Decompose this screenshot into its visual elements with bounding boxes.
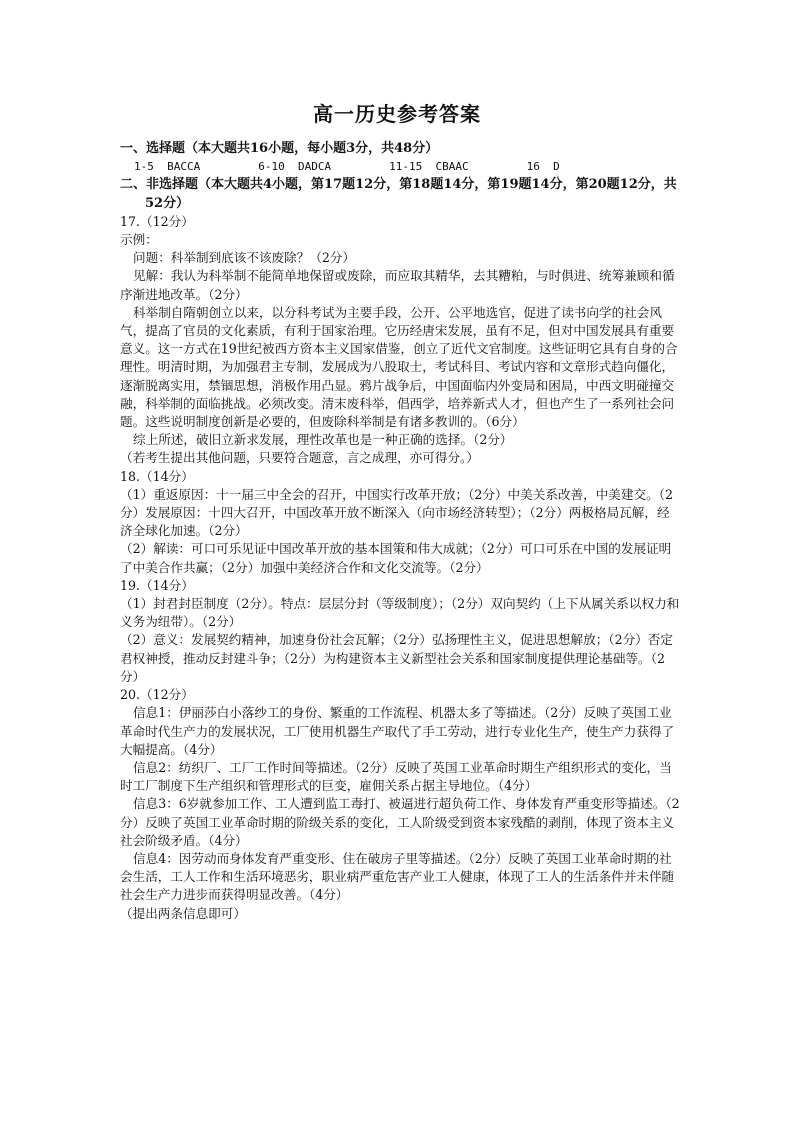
q19-number: 19.（14分） (120, 577, 194, 593)
choice-answer: 1-5 BACCA (134, 160, 201, 174)
q20-info4: 信息4：因劳动而身体发育严重变形、住在破房子里等描述。（2分）反映了英国工业革命时期的社会生活，工人工作和生活环境恶劣，职业病严重危害产业工人健康，体现了工人的生活条件并未伴随社会生产力进步而获得明显改善。（4分） (120, 850, 675, 903)
q20-number: 20.（12分） (120, 687, 194, 703)
q17-question: 问题：科举制到底该不该废除？（2分） (133, 250, 356, 266)
q20-info3: 信息3：6岁就参加工作、工人遭到监工毒打、被逼进行超负荷工作、身体发育严重变形等描述。（2分）反映了英国工业革命时期的阶级关系的变化，工人阶级受到资本家残酷的剥削，体现了资本主义社会阶级矛盾。（4分） (120, 796, 680, 848)
choice-answers (120, 158, 680, 176)
q17-conclusion: 综上所述，破旧立新求发展，理性改革也是一种正确的选择。（2分） (133, 432, 513, 448)
q17-body: 科举制自隋朝创立以来，以分科考试为主要手段，公开、公平地选官，促进了读书向学的社会风气，提高了官员的文化素质，有利于国家治理。它历经唐宋发展，虽有不足，但对中国发展具有重要意义。这一方式在19世纪被西方资本主义国家借鉴，创立了近代文官制度。这些证明它具有自身的合理性。明清时期，为加强君主专制，发展成为八股取士，考试科目、考试内容和文章形式趋向僵化，逐渐脱离实用，禁锢思想，消极作用凸显。鸦片战争后，中国面临内外变局和困局，中西文明碰撞交融，科举制的面临挑战。必须改变。清末废科举，倡西学，培养新式人才，但也产生了一系列社会问题。这些说明制度创新是必要的，但废除科举制是有诸多教训的。（6分） (120, 304, 678, 430)
q20-note: （提出两条信息即可） (120, 905, 246, 921)
choice-answer: 11-15 CBAAC (389, 160, 469, 174)
q17-number: 17.（12分） (120, 213, 194, 229)
page-title: 高一历史参考答案 (313, 102, 481, 126)
q18-part2: （2）解读：可口可乐见证中国改革开放的基本国策和伟大成就；（2分）可口可乐在中国的发展证明了中美合作共赢；（2分）加强中美经济合作和文化交流等。（2分） (120, 541, 672, 575)
q20-info2: 信息2：纺织厂、工厂工作时间等描述。（2分）反映了英国工业革命时期生产组织形式的变化，当时工厂制度下生产组织和管理形式的巨变，雇佣关系占据主导地位。（4分） (120, 759, 672, 794)
q17-example: 示例： (120, 232, 158, 248)
section2-heading: 二、非选择题（本大题共4小题，第17题12分，第18题14分，第19题14分，第20题12分，共52分） (120, 177, 677, 211)
q20-info1: 信息1：伊丽莎白小落纱工的身份、繁重的工作流程、机器太多了等描述。（2分）反映了英国工业革命时代生产力的发展状况，工厂使用机器生产取代了手工劳动，进行专业化生产，使生产力获得了大幅提高。（4分） (120, 705, 675, 757)
q18-number: 18.（14分） (120, 468, 194, 484)
q19-part1: （1）封君封臣制度（2分）。特点：层层分封（等级制度）；（2分）双向契约（上下从属关系以权力和义务为纽带）。（2分） (120, 596, 680, 630)
choice-answer: 16 D (526, 160, 560, 174)
answer-content (120, 140, 680, 923)
q17-note: （若考生提出其他问题，只要符合题意，言之成理，亦可得分。） (120, 450, 479, 466)
choice-answer: 6-10 DADCA (258, 160, 332, 174)
q18-part1: （1）重返原因：十一届三中全会的召开，中国实行改革开放；（2分）中美关系改善，中美建交。（2分）发展原因：十四大召开，中国改革开放不断深入（向市场经济转型）；（2分）两极格局瓦解，经济全球化加速。（2分） (120, 486, 673, 539)
q19-part2: （2）意义：发展契约精神，加速身份社会瓦解；（2分）弘扬理性主义，促进思想解放；（2分）否定君权神授，推动反封建斗争；（2分）为构建资本主义新型社会关系和国家制度提供理论基础等。（2分） (120, 632, 673, 684)
section1-heading: 一、选择题（本大题共16小题，每小题3分，共48分） (120, 141, 439, 156)
q17-view: 见解：我认为科举制不能简单地保留或废除，而应取其精华，去其糟粕，与时俱进、统筹兼顾和循序渐进地改革。（2分） (120, 268, 675, 302)
